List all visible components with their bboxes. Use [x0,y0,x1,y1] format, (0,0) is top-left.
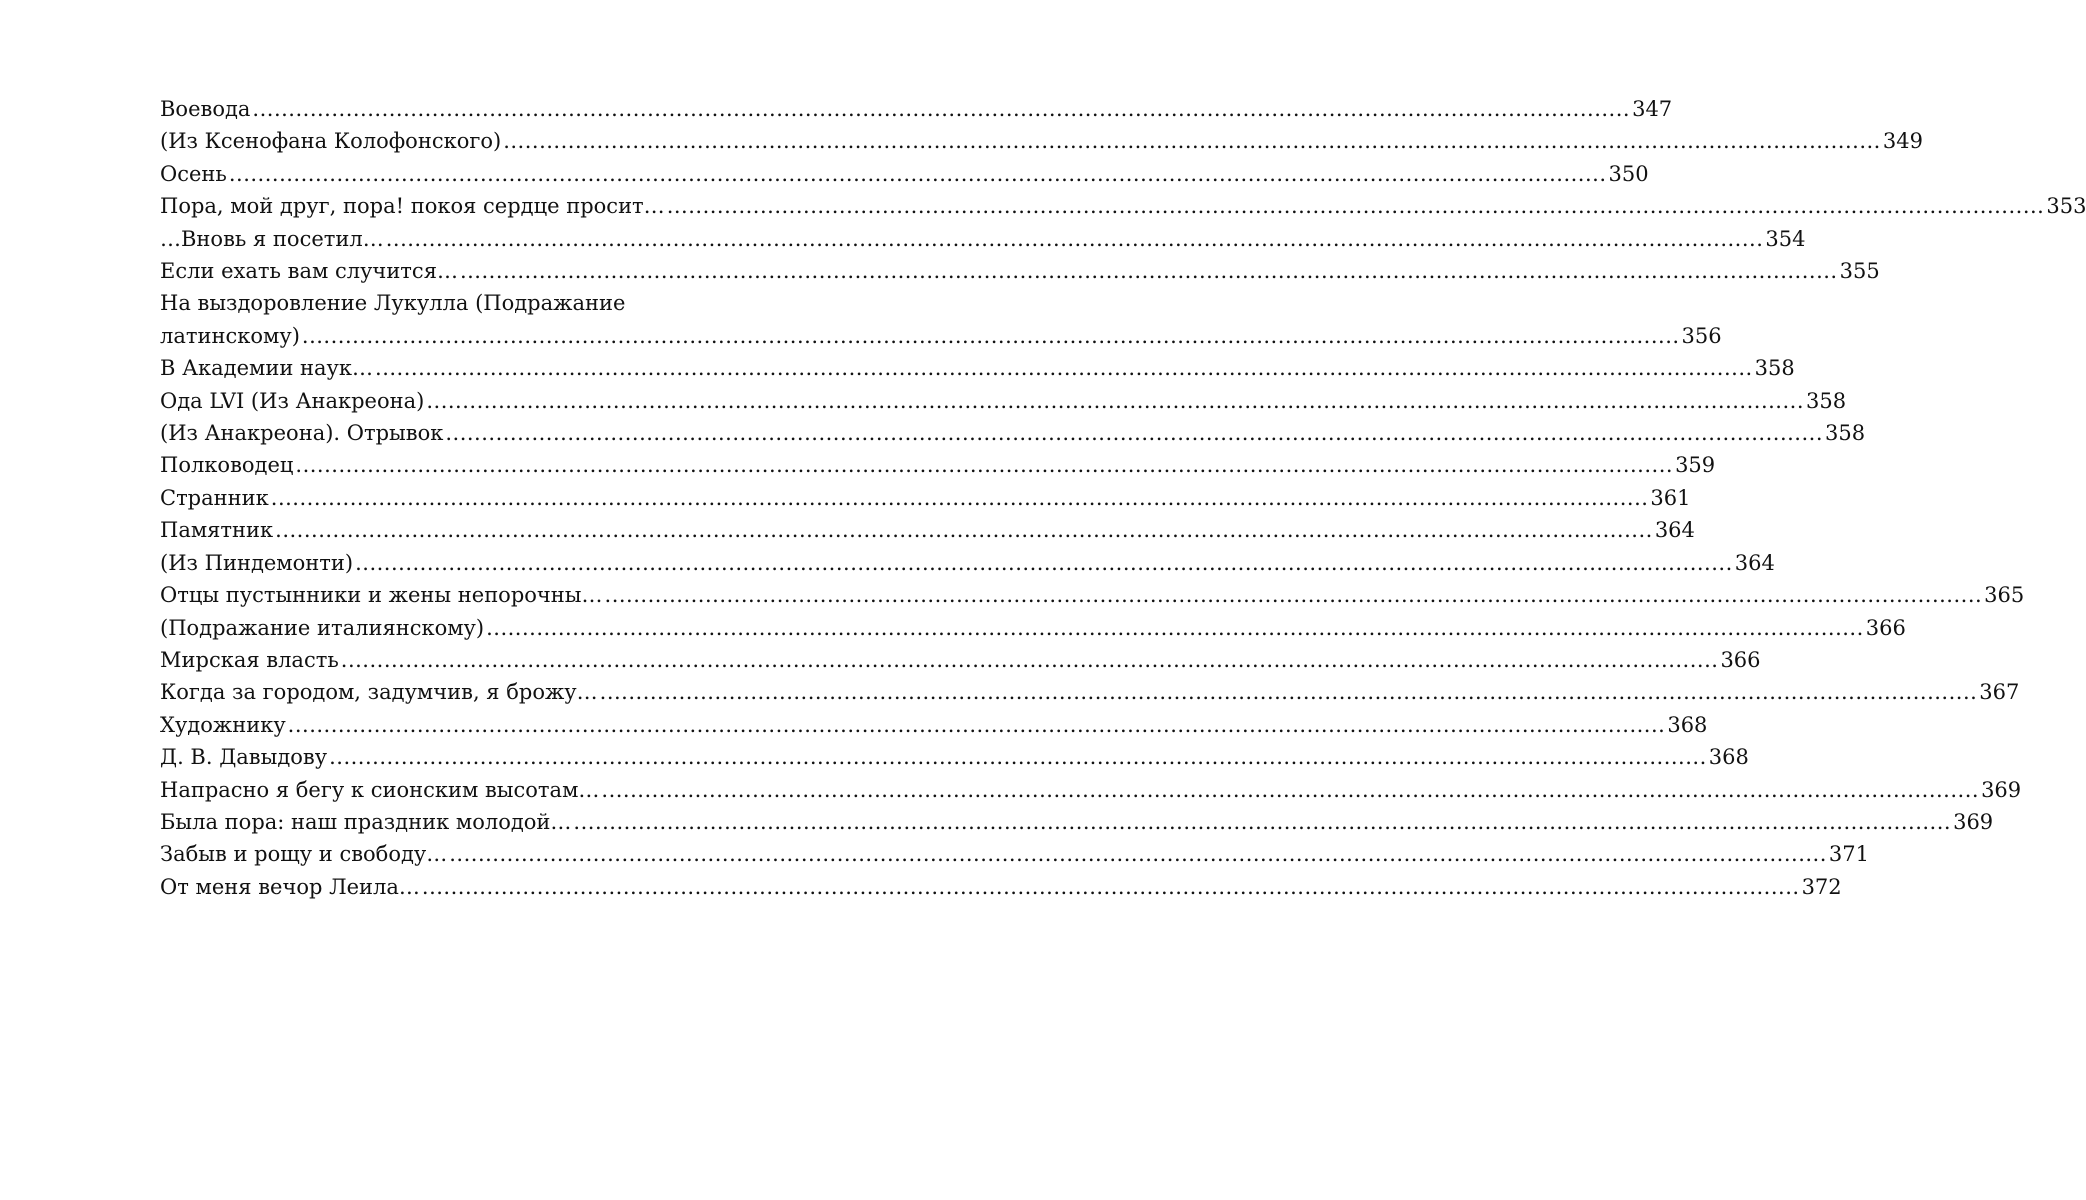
toc-entry [160,223,1806,255]
toc-page-number: 372 [1801,874,1842,899]
dot-leader [486,612,1864,644]
toc-page-number: 350 [1608,161,1649,186]
toc-title: Странник [160,485,269,510]
toc-title: Пора, мой друг, пора! покоя сердце просит… [160,194,665,219]
toc-page-number: 356 [1681,323,1722,348]
toc-entry [160,806,1994,838]
toc-entry [160,676,2020,708]
toc-entry [160,125,1923,157]
toc-page-number: 364 [1734,550,1775,575]
toc-title: Если ехать вам случится… [160,259,458,284]
toc-entry [160,547,1775,579]
toc-title: Забыв и рощу и свободу… [160,842,448,867]
toc-title: Была пора: наш праздник молодой… [160,809,572,834]
toc-page-number: 366 [1865,615,1906,640]
dot-leader [386,223,1764,255]
toc-title: (Из Анакреона). Отрывок [160,421,444,446]
toc-title: От меня вечор Леила… [160,874,420,899]
toc-title: Ода LVI (Из Анакреона) [160,388,425,413]
toc-title: Напрасно я бегу к сионским высотам… [160,777,600,802]
dot-leader [375,352,1753,384]
toc-entry [160,417,1866,449]
toc-title: Художнику [160,712,286,737]
toc-page-number: 349 [1882,129,1923,154]
toc-title: Памятник [160,518,274,543]
toc-entry [160,709,1708,741]
toc-entry [160,774,2022,806]
dot-leader [341,644,1719,676]
toc-title: (Из Ксенофана Колофонского) [160,129,502,154]
toc-page-number: 369 [1953,809,1994,834]
toc-page-number: 358 [1825,421,1866,446]
toc-page-number: 359 [1675,453,1716,478]
dot-leader [422,871,1800,903]
toc-entry [160,482,1691,514]
toc-entry [160,514,1695,546]
toc-entry [160,644,1761,676]
toc-title: Мирская власть [160,647,339,672]
toc-title: (Подражание италиянскому) [160,615,485,640]
dot-leader [445,417,1823,449]
dot-leader [600,676,1978,708]
toc-entry [160,579,2025,611]
dot-leader [302,320,1680,352]
toc-title: (Из Пиндемонти) [160,550,354,575]
toc-entry [160,255,1880,287]
toc-page-number: 365 [1984,583,2025,608]
dot-leader [288,709,1666,741]
table-of-contents [160,93,2086,903]
dot-leader [426,385,1804,417]
toc-page-number: 368 [1667,712,1708,737]
toc-title: латинскому) [160,323,300,348]
toc-entry [160,838,1869,870]
toc-title: Осень [160,161,227,186]
dot-leader [275,514,1653,546]
dot-leader [667,190,2045,222]
toc-title: В Академии наук… [160,356,374,381]
toc-title: Когда за городом, задумчив, я брожу… [160,680,598,705]
toc-title: Воевода [160,97,251,121]
dot-leader [503,125,1881,157]
toc-entry [160,871,1842,903]
toc-page-number: 358 [1806,388,1847,413]
dot-leader [252,93,1630,125]
dot-leader [449,838,1827,870]
toc-entry [160,352,1795,384]
dot-leader [229,158,1607,190]
toc-title: Д. В. Давыдову [160,745,328,770]
toc-entry [160,93,1673,125]
toc-page-number: 353 [2046,194,2086,219]
toc-page-number: 371 [1828,842,1869,867]
toc-title-line-1: На выздоровление Лукулла (Подражание [160,291,626,316]
dot-leader [295,449,1673,481]
dot-leader [605,579,1983,611]
toc-page-number: 354 [1765,226,1806,251]
toc-page-number: 364 [1654,518,1695,543]
dot-leader [573,806,1951,838]
toc-entry [160,158,1649,190]
toc-page-number: 355 [1839,259,1880,284]
toc-entry [160,385,1847,417]
dot-leader [329,741,1707,773]
toc-title: …Вновь я посетил… [160,226,384,251]
toc-entry [160,612,1906,644]
dot-leader [355,547,1733,579]
toc-page-number: 366 [1720,647,1761,672]
toc-page-number: 368 [1708,745,1749,770]
toc-entry [160,287,1722,352]
toc-page-number: 369 [1981,777,2022,802]
toc-entry [160,190,2086,222]
toc-entry [160,449,1716,481]
toc-page-number: 361 [1650,485,1691,510]
toc-page-number: 347 [1632,97,1673,121]
dot-leader [271,482,1649,514]
toc-title: Отцы пустынники и жены непорочны… [160,583,603,608]
dot-leader [460,255,1838,287]
toc-entry [160,741,1749,773]
toc-title: Полководец [160,453,294,478]
toc-page-number: 367 [1979,680,2020,705]
dot-leader [601,774,1979,806]
toc-page-number: 358 [1754,356,1795,381]
